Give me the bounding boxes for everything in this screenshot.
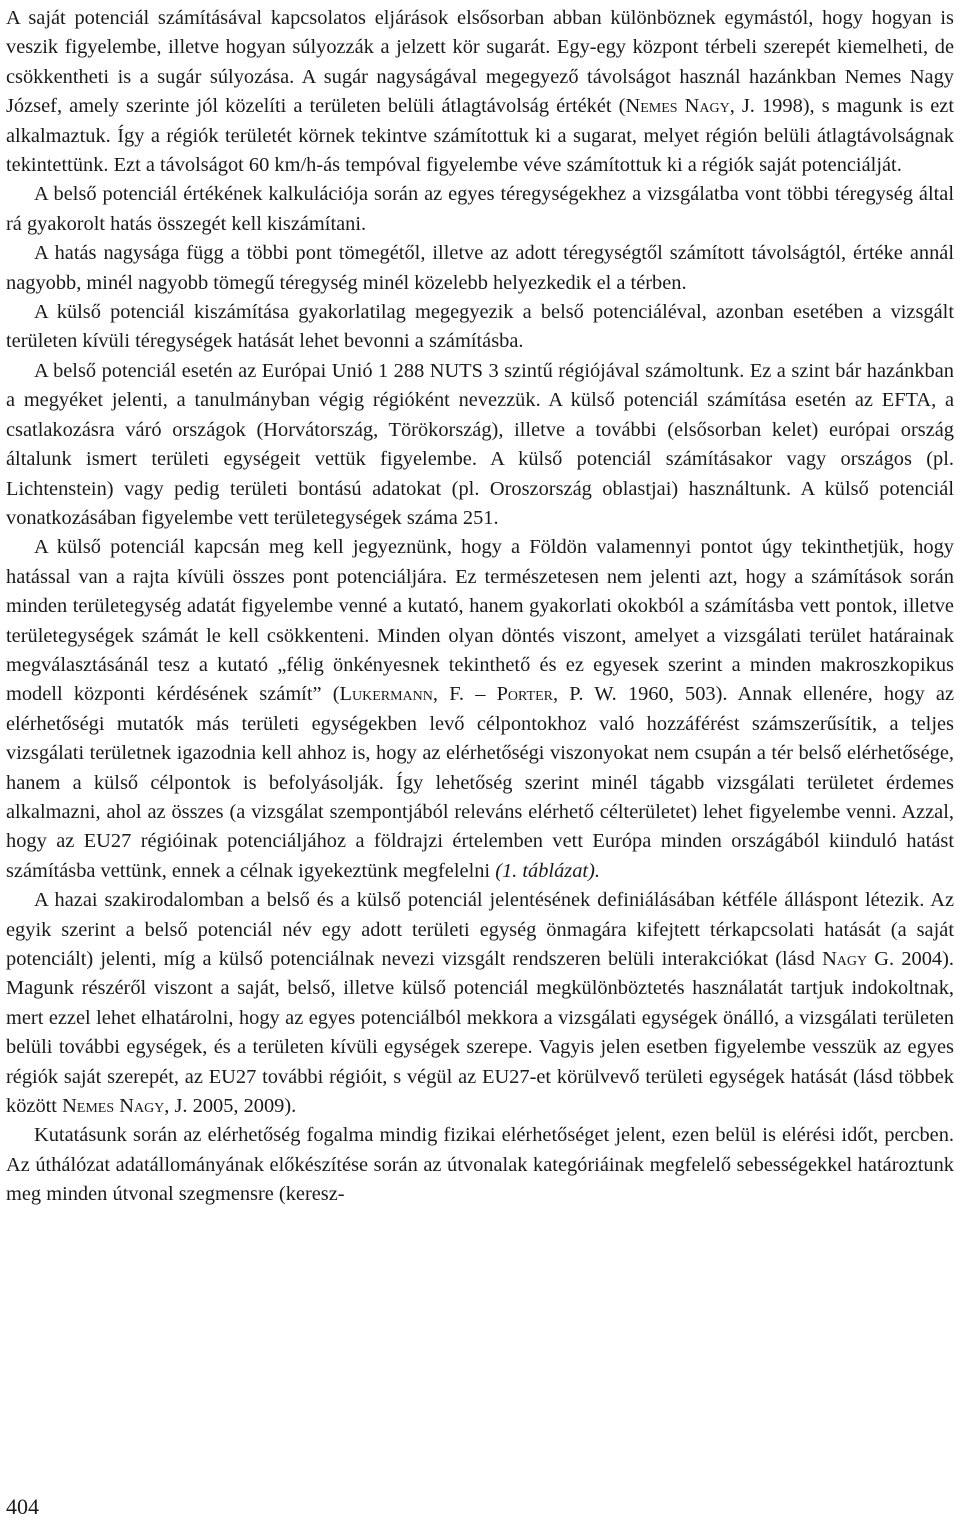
text-run: , J. 1998), s magunk is ezt alkalmaztuk. Így a régiók területét körnek tekintve számítottuk ki a sugarat, melyet régión belüli átlagtávolságnak tekintettünk. Ezt a távolságot 60 km/h-ás tempóval figyelembe véve számítottuk ki a régiók saját potenciálját. bbox=[6, 95, 954, 177]
author-name: Porter bbox=[496, 683, 553, 706]
paragraph bbox=[6, 4, 954, 180]
paragraph bbox=[6, 357, 954, 533]
article-body bbox=[6, 4, 954, 1210]
text-run: , F. – bbox=[432, 683, 497, 706]
paragraph bbox=[6, 180, 954, 239]
text-run: A hatás nagysága függ a többi pont tömegétől, illetve az adott téregységtől számított távolságtól, értéke annál nagyobb, minél nagyobb tömegű téregység minél közelebb helyezkedik el a térben. bbox=[6, 242, 954, 294]
text-run: , P. W. 1960, 503). Annak ellenére, hogy az elérhetőségi mutatók más területi egységekben levő célpontokhoz való hozzáférést számszerűsítik, a teljes vizsgálati területnek igazodnia kell ahhoz is, hogy az elérhetőségi viszonyokat nem csupán a tér belső elérhetősége, hanem a külső célpontok is befolyásolják. Így lehetőség szerint minél tágabb vizsgálati területet érdemes alkalmazni, ahol az összes (a vizsgálat szempontjából releváns elérhető célterületet) lehet figyelembe venni. Azzal, hogy az EU27 régióinak potenciáljához a földrajzi értelemben vett Európa minden országából kiinduló hatást számításba vettünk, ennek a célnak igyekeztünk megfelelni bbox=[6, 683, 955, 882]
table-reference: (1. táblázat). bbox=[495, 859, 600, 882]
paragraph bbox=[6, 886, 954, 1121]
paragraph bbox=[6, 298, 954, 357]
author-name: Lukermann bbox=[339, 683, 433, 706]
author-name: Nagy bbox=[822, 948, 868, 970]
paragraph bbox=[6, 1121, 954, 1209]
paragraph bbox=[6, 239, 954, 298]
text-run: A külső potenciál kapcsán meg kell jegyeznünk, hogy a Földön valamennyi pontot úgy tekinthetjük, hogy hatással van a rajta kívüli összes pont potenciáljára. Ez természetesen nem jelenti azt, hogy a számítások során minden területegység adatát figyelembe venné a kutató, hanem gyakorlati okokból a számításba vett pontok, illetve területegységek számát le kell csökkenteni. Minden olyan döntés viszont, amelyet a vizsgálati terület határainak megválasztásánál tesz a kutató „félig önkényesnek tekinthető és ez egyesek szerint a minden makroszkopikus modell központi kérdésének számít” ( bbox=[6, 536, 954, 706]
text-run: A saját potenciál számításával kapcsolatos eljárások elsősorban abban különböznek egymástól, hogy hogyan is veszik figyelembe, illetve hogyan súlyozzák a jelzett kör sugarát. Egy-egy központ térbeli szerepét kiemelheti, de csökkentheti is a sugár súlyozása. A sugár nagyságával megegyező távolságot használ hazánkban Nemes Nagy József, amely szerinte jól közelíti a területen belüli átlagtávolság értékét ( bbox=[6, 7, 954, 118]
text-run: G. 2004). Magunk részéről viszont a saját, belső, illetve külső potenciál megkülönböztetés használatát tartjuk indokoltnak, mert ezzel lehet elhatárolni, hogy az egyes potenciálból mekkora a vizsgálati egységek önálló, a vizsgálati területen belüli további egységek, és a területen kívüli egységek szerepe. Vagyis jelen esetben figyelembe vesszük az egyes régiók saját szerepét, az EU27 további régióit, s végül az EU27-et körülvevő területi egységek hatását (lásd többek között bbox=[6, 948, 954, 1118]
page-number: 404 bbox=[6, 1494, 39, 1519]
text-run: A belső potenciál értékének kalkulációja során az egyes téregységekhez a vizsgálatba vont többi téregység által rá gyakorolt hatás összegét kell kiszámítani. bbox=[6, 183, 954, 235]
text-run: A hazai szakirodalomban a belső és a külső potenciál jelentésének definiálásában kétféle álláspont létezik. Az egyik szerint a belső potenciál név egy adott területi egység önmagára kifejtett térkapcsolati hatását (a saját potenciált) jelenti, míg a külső potenciálnak nevezi vizsgált rendszeren belüli interakciókat (lásd bbox=[6, 889, 954, 970]
author-name: Nemes Nagy bbox=[625, 95, 730, 118]
paragraph bbox=[6, 533, 954, 886]
text-run: , J. 2005, 2009). bbox=[164, 1095, 297, 1118]
text-run: Kutatásunk során az elérhetőség fogalma mindig fizikai elérhetőséget jelent, ezen belül is elérési időt, percben. Az úthálózat adatállományának előkészítése során az útvonalak kategóriáinak megfelelő sebességekkel határoztunk meg minden útvonal szegmensre (keresz- bbox=[6, 1124, 954, 1206]
text-run: A belső potenciál esetén az Európai Unió 1 288 NUTS 3 szintű régiójával számoltunk. Ez a szint bár hazánkban a megyéket jelenti, a tanulmányban végig régióként nevezzük. A külső potenciál számítása esetén az EFTA, a csatlakozásra váró országok (Horvátország, Törökország), illetve a további (elsősorban kelet) európai ország általunk ismert területi egységeit vettük figyelembe. A külső potenciál számításakor vagy országos (pl. Lichtenstein) vagy pedig területi bontású adatokat (pl. Oroszország oblastjai) használtunk. A külső potenciál vonatkozásában figyelembe vett területegységek száma 251. bbox=[6, 359, 954, 529]
author-name: Nemes Nagy bbox=[62, 1095, 165, 1118]
text-run: A külső potenciál kiszámítása gyakorlatilag megegyezik a belső potenciáléval, azonban esetében a vizsgált területen kívüli téregységek hatását lehet bevonni a számításba. bbox=[6, 301, 954, 353]
